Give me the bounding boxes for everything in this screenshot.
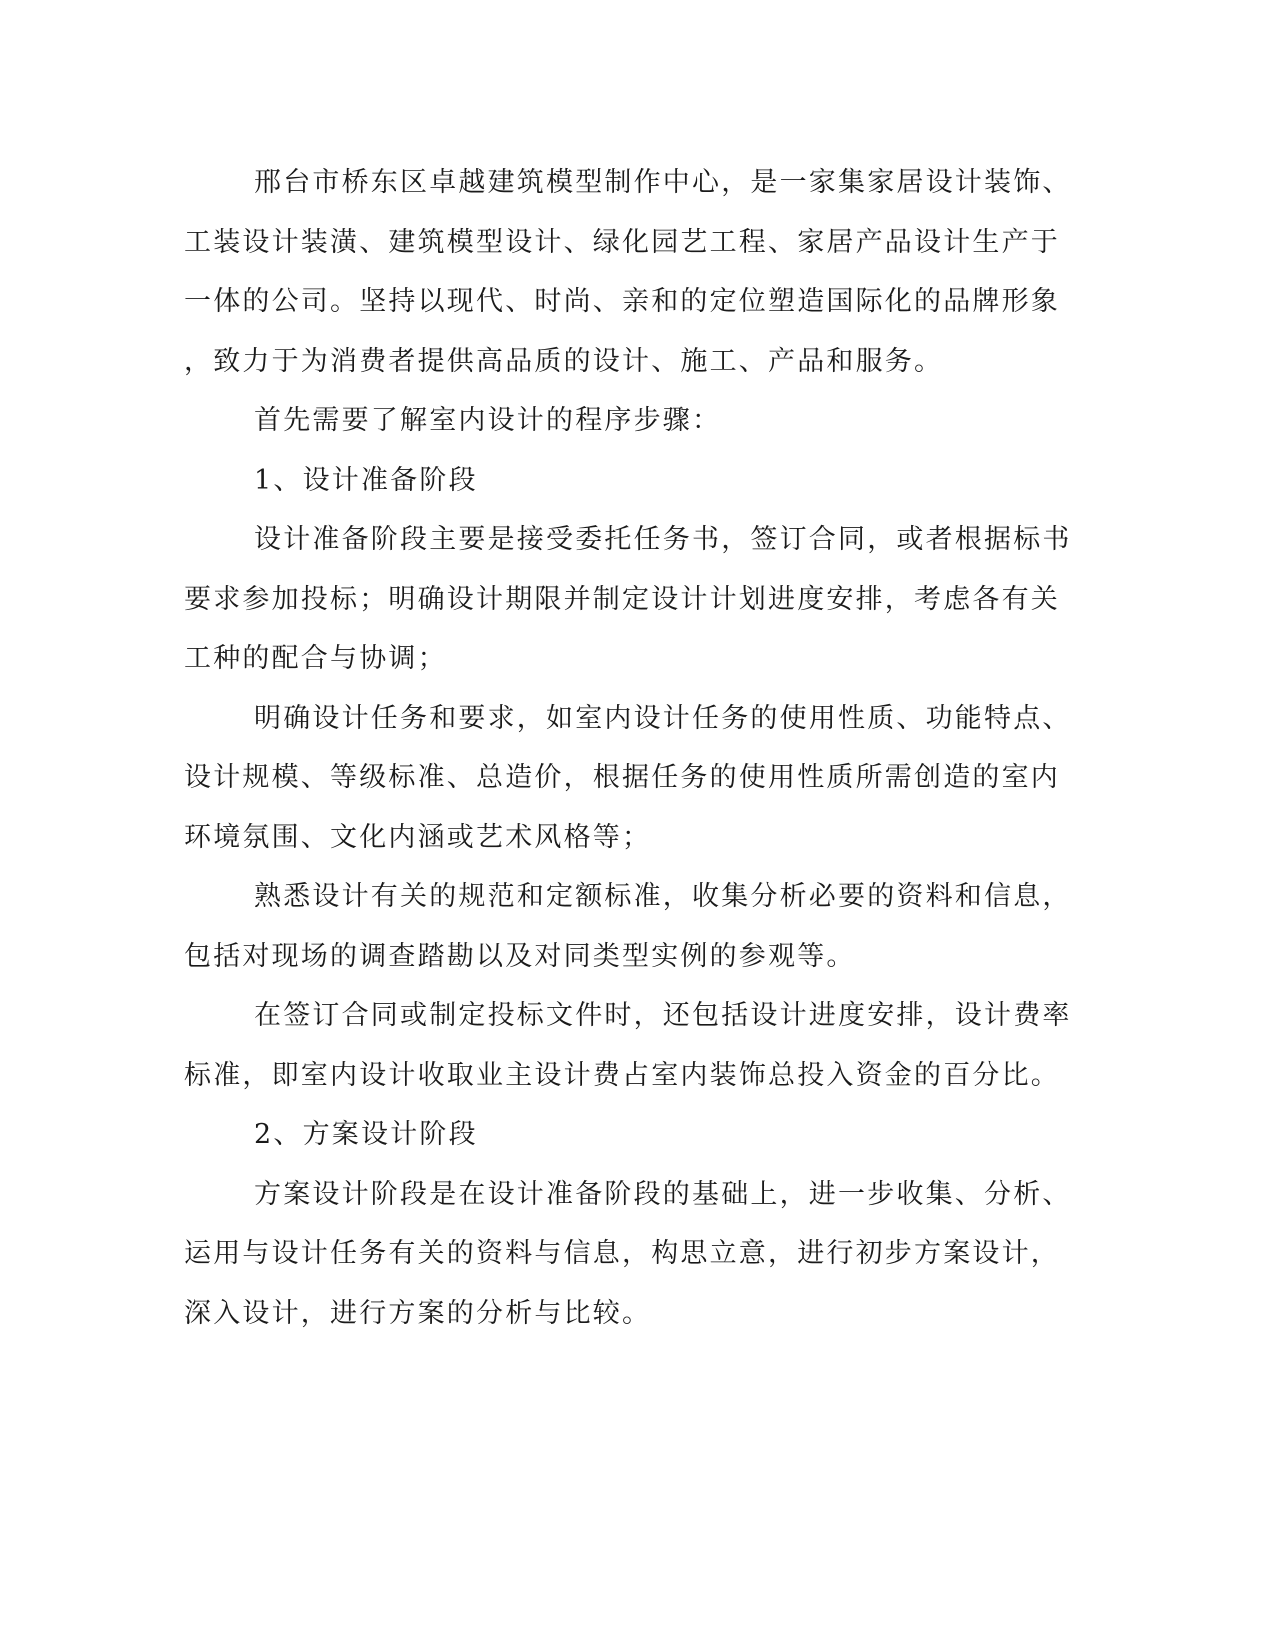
text-line: ，致力于为消费者提供高品质的设计、施工、产品和服务。 [184, 345, 944, 377]
text-line: 熟悉设计有关的规范和定额标准，收集分析必要的资料和信息， [254, 881, 1072, 912]
section-heading: 2、方案设计阶段 [254, 1119, 478, 1150]
text-line: 明确设计任务和要求，如室内设计任务的使用性质、功能特点、 [254, 702, 1072, 734]
text-line: 一体的公司。坚持以现代、时尚、亲和的定位塑造国际化的品牌形象 [184, 286, 1060, 317]
text-line: 标准，即室内设计收取业主设计费占室内装饰总投入资金的百分比。 [184, 1059, 1060, 1091]
text-line: 设计规模、等级标准、总造价，根据任务的使用性质所需创造的室内 [184, 762, 1060, 793]
text-line: 在签订合同或制定投标文件时，还包括设计进度安排，设计费率 [254, 1000, 1072, 1031]
text-line: 方案设计阶段是在设计准备阶段的基础上，进一步收集、分析、 [254, 1178, 1072, 1210]
text-line: 设计准备阶段主要是接受委托任务书，签订合同，或者根据标书 [254, 524, 1072, 555]
text-line: 首先需要了解室内设计的程序步骤： [254, 405, 722, 436]
text-line: 工装设计装潢、建筑模型设计、绿化园艺工程、家居产品设计生产于 [184, 226, 1060, 258]
text-line: 环境氛围、文化内涵或艺术风格等； [184, 821, 652, 853]
text-line: 邢台市桥东区卓越建筑模型制作中心，是一家集家居设计装饰、 [254, 167, 1072, 198]
section-heading: 1、设计准备阶段 [254, 464, 478, 496]
text-line: 要求参加投标；明确设计期限并制定设计计划进度安排，考虑各有关 [184, 583, 1060, 615]
document-body [184, 153, 1072, 1343]
text-line: 包括对现场的调查踏勘以及对同类型实例的参观等。 [184, 940, 856, 972]
text-line: 深入设计，进行方案的分析与比较。 [184, 1297, 652, 1329]
text-line: 工种的配合与协调； [184, 643, 447, 674]
text-line: 运用与设计任务有关的资料与信息，构思立意，进行初步方案设计， [184, 1238, 1060, 1269]
